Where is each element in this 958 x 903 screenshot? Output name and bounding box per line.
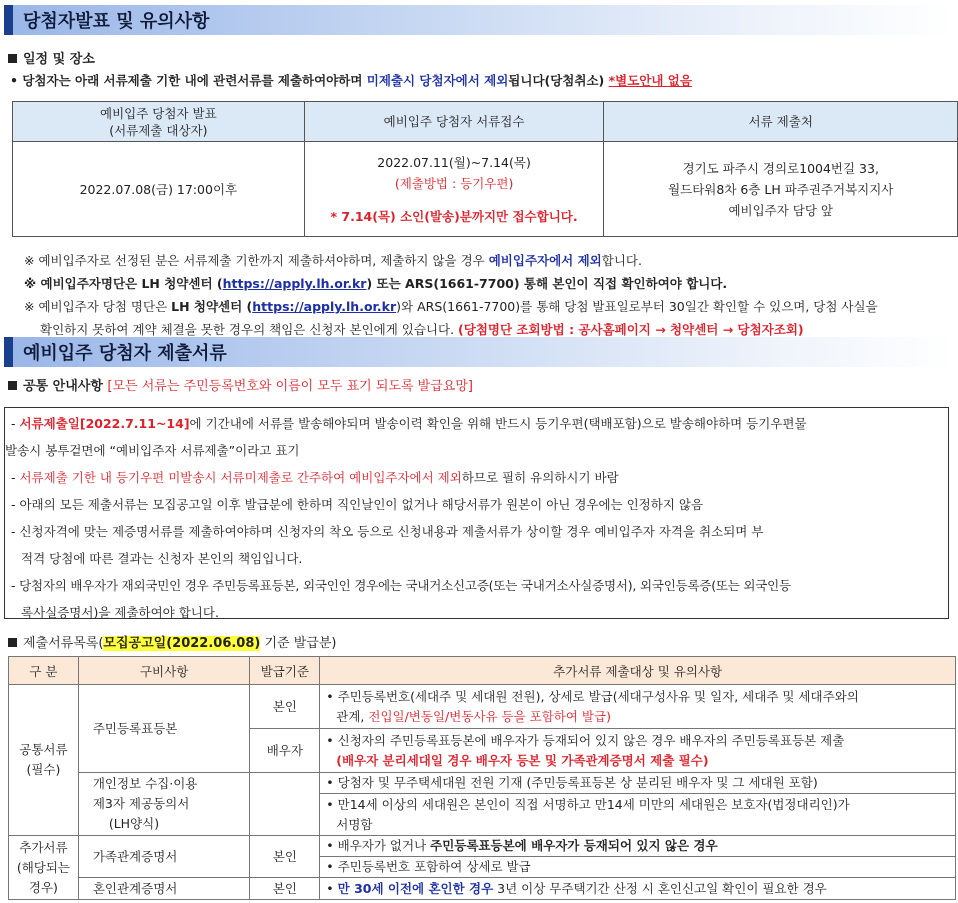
section-title-documents: [4, 337, 954, 367]
desc-marriage: • 만 30세 이전에 혼인한 경우 3년 이상 무주택기간 산정 시 혼인신고일 확인이 필요한 경우: [320, 878, 956, 900]
section-title-announcement: [4, 5, 954, 35]
square-bullet-icon: [8, 381, 17, 390]
common-notice-box: [4, 407, 949, 619]
section-title-text: 예비입주 당첨자 제출서류: [23, 343, 227, 364]
note-3-cont: 확인하지 못하여 계약 체결을 못한 경우의 책임은 신청자 본인에게 있습니다. (당첨명단 조회방법 : 공사홈페이지 → 청약센터 → 당첨자조회): [40, 322, 804, 337]
th-announce: 예비입주 당첨자 발표 (서류제출 대상자): [13, 102, 305, 142]
doc-privacy-consent: 개인정보 수집·이용 제3자 제공동의서 (LH양식): [78, 773, 250, 836]
apply-link-2[interactable]: https://apply.lh.or.kr: [252, 299, 397, 314]
doc-family-relation: 가족관계증명서: [78, 836, 250, 878]
group-extra: 추가서류 (해당되는 경우): [9, 836, 79, 900]
square-bullet-icon: [8, 54, 17, 63]
note-2: ※ 예비입주자명단은 LH 청약센터 (https://apply.lh.or.kr) 또는 ARS(1661-7700) 통해 본인이 직접 확인하여야 합니다.: [24, 276, 728, 291]
basis-spouse: 배우자: [250, 729, 320, 773]
receive-period-cell: 2022.07.11(월)~7.14(목) (제출방법 : 등기우편) * 7.14(목) 소인(발송)분까지만 접수합니다.: [304, 142, 604, 237]
th-issue-basis: 발급기준: [250, 657, 320, 685]
basis-self-2: 본인: [250, 836, 320, 878]
common-heading: 공통 안내사항 [모든 서류는 주민등록번호와 이름이 모두 표기 되도록 발급요망]: [8, 375, 473, 394]
desc-resident-self: • 주민등록번호(세대주 및 세대원 전원), 상세로 발급(세대구성사유 및 일자, 세대주 및 세대주와의 관계, 전입일/변동일/변동사유 등을 포함하여 발급): [320, 685, 956, 729]
doc-marriage-relation: 혼인관계증명서: [78, 878, 250, 900]
basis-empty: [250, 773, 320, 836]
announce-date: 2022.07.08(금) 17:00이후: [13, 142, 305, 237]
desc-family-1: • 배우자가 없거나 주민등록표등본에 배우자가 등재되어 있지 않은 경우: [320, 836, 956, 857]
box-line-5: - 당첨자의 배우자가 재외국민인 경우 주민등록표등본, 외국인인 경우에는 국내거소신고증(또는 국내거소사실증명서), 외국인등록증(또는 외국인등: [11, 578, 791, 593]
documents-table: [8, 656, 956, 900]
box-line-4: - 신청자격에 맞는 제증명서류를 제출하여야하며 신청자의 착오 등으로 신청내용과 제출서류가 상이할 경우 예비입주자 자격을 취소되며 부: [11, 524, 764, 539]
submit-place-cell: 경기도 파주시 경의로1004번길 33, 월드타워8차 6층 LH 파주권주거복지지사 예비입주자 담당 앞: [604, 142, 958, 237]
desc-privacy-2: • 만14세 이상의 세대원은 본인이 직접 서명하고 만14세 미만의 세대원은 보호자(법정대리인)가 서명함: [320, 794, 956, 836]
th-document: 구비사항: [78, 657, 250, 685]
square-bullet-icon: [8, 638, 17, 647]
apply-link[interactable]: https://apply.lh.or.kr: [222, 276, 367, 291]
desc-family-2: • 주민등록번호 포함하여 상세로 발급: [320, 857, 956, 878]
box-line-4b: 적격 당첨에 따른 결과는 신청자 본인의 책임입니다.: [21, 551, 303, 566]
basis-self: 본인: [250, 685, 320, 729]
th-notes: 추가서류 제출대상 및 유의사항: [320, 657, 956, 685]
doc-resident-register: 주민등록표등본: [78, 685, 250, 773]
box-line-1: - 서류제출일[2022.7.11~14]에 기간내에 서류를 발송해야되며 발송이력 확인을 위해 반드시 등기우편(택배포함)으로 발송해야하며 등기우편물: [11, 416, 807, 431]
schedule-heading: 일정 및 장소: [8, 48, 95, 67]
box-line-3: - 아래의 모든 제출서류는 모집공고일 이후 발급분에 한하며 직인날인이 없거나 해당서류가 원본이 아닌 경우에는 인정하지 않음: [11, 497, 704, 512]
box-line-2: - 서류제출 기한 내 등기우편 미발송시 서류미제출로 간주하여 예비입주자에서 제외하므로 필히 유의하시기 바람: [11, 470, 619, 485]
box-line-5b: 록사실증명서)을 제출하여야 합니다.: [21, 605, 219, 620]
intro-line: • 당첨자는 아래 서류제출 기한 내에 관련서류를 제출하여야하며 미제출시 당첨자에서 제외됩니다(당첨취소) *별도안내 없음: [10, 73, 692, 88]
th-category: 구 분: [9, 657, 79, 685]
th-receive: 예비입주 당첨자 서류접수: [304, 102, 604, 142]
note-1: ※ 예비입주자로 선정된 분은 서류제출 기한까지 제출하셔야하며, 제출하지 않을 경우 예비입주자에서 제외합니다.: [24, 253, 642, 268]
desc-resident-spouse: • 신청자의 주민등록표등본에 배우자가 등재되어 있지 않은 경우 배우자의 주민등록표등본 제출 (배우자 분리세대일 경우 배우자 등본 및 가족관계증명서 제출 필수): [320, 729, 956, 773]
group-common: 공통서류 (필수): [9, 685, 79, 836]
note-3: ※ 예비입주자 당첨 명단은 LH 청약센터 (https://apply.lh.or.kr)와 ARS(1661-7700)를 통해 당첨 발표일로부터 30일간 확인할 수 있으며, 당첨 사실을: [24, 299, 878, 314]
section-title-text: 당첨자발표 및 유의사항: [23, 11, 210, 32]
notes-block: [24, 249, 954, 341]
basis-self-3: 본인: [250, 878, 320, 900]
schedule-table: [12, 101, 958, 237]
doc-list-heading: 제출서류목록(모집공고일(2022.06.08) 기준 발급분): [8, 632, 336, 651]
desc-privacy-1: • 당첨자 및 무주택세대원 전원 기재 (주민등록표등본 상 분리된 배우자 및 그 세대원 포함): [320, 773, 956, 794]
box-line-1b: 발송시 봉투겉면에 “예비입주자 서류제출”이라고 표기: [5, 443, 300, 458]
th-place: 서류 제출처: [604, 102, 958, 142]
